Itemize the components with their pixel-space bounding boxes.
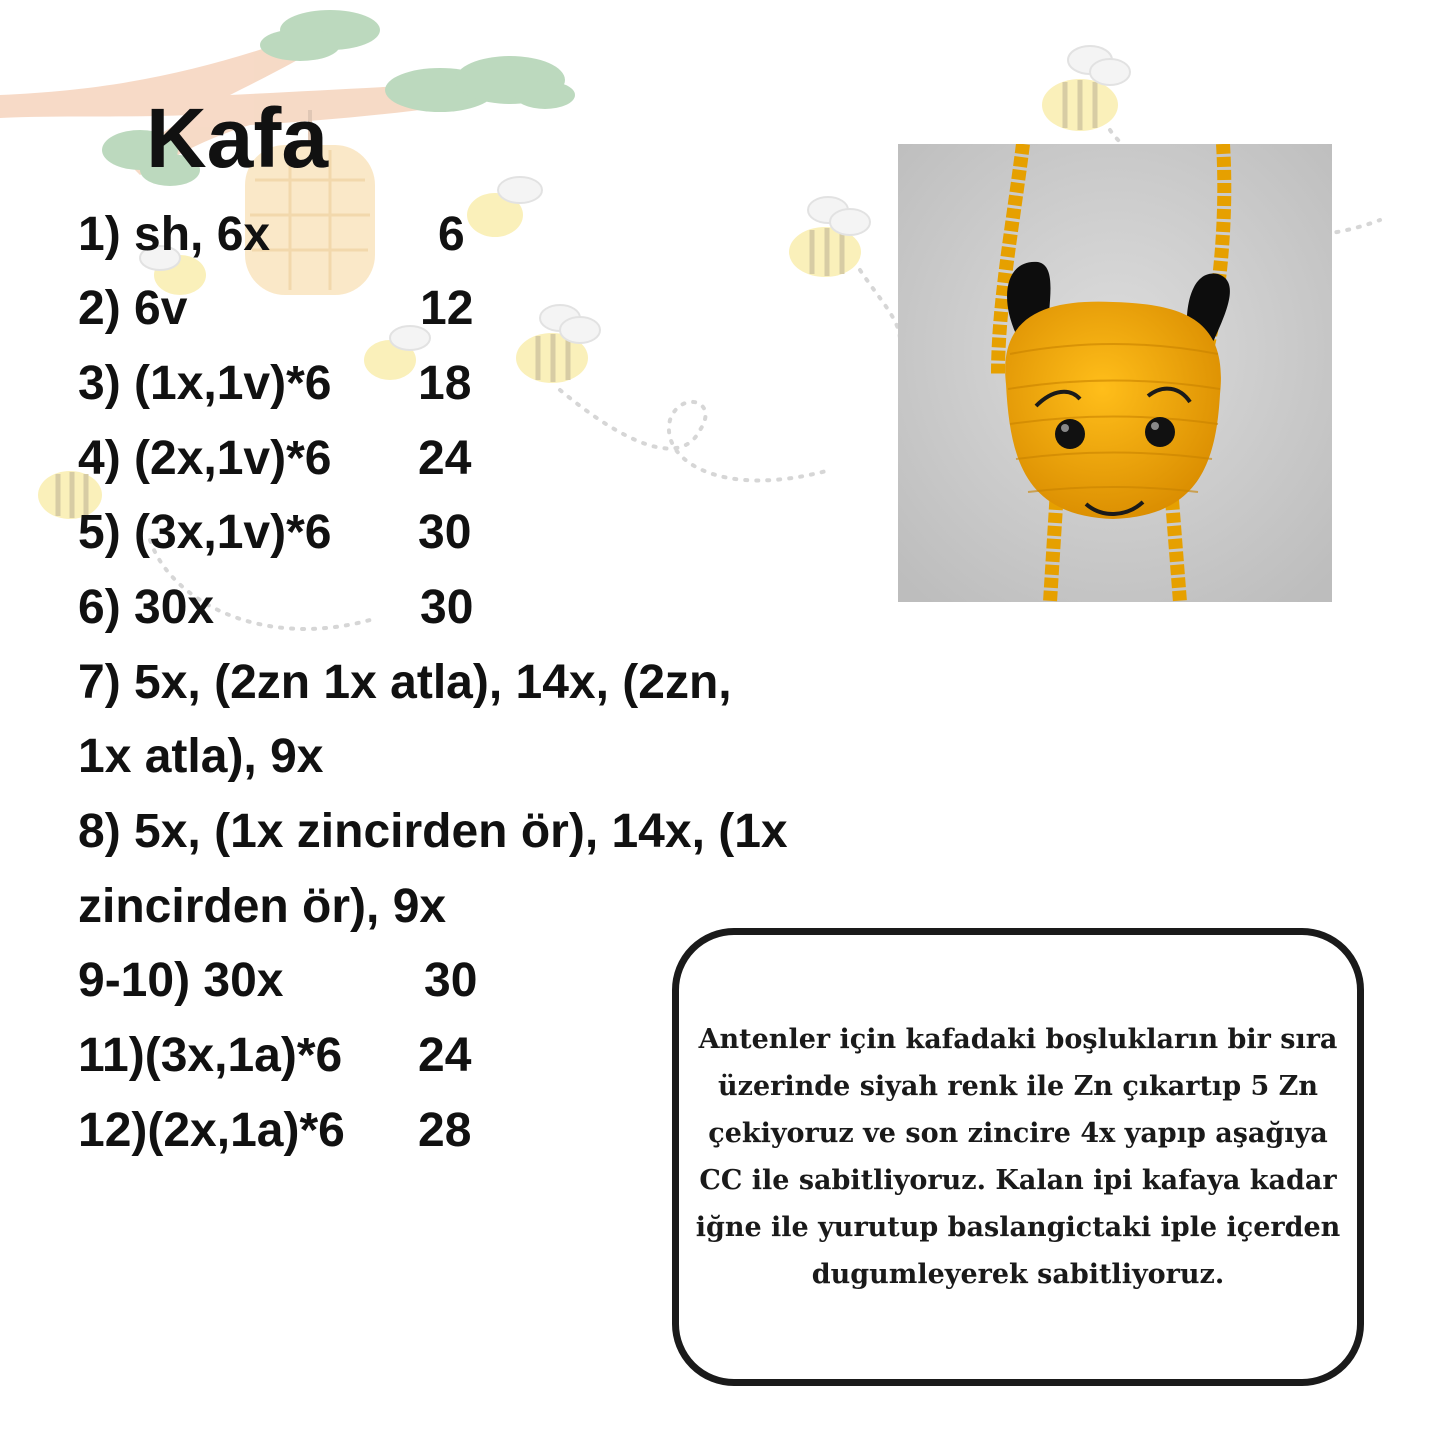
pattern-row [78,504,472,562]
bee [467,177,542,237]
row-stitch-count: 18 [418,357,472,410]
row-stitch-count: 30 [418,506,472,559]
row-instruction: 7) 5x, (2zn 1x atla), 14x, (2zn, [78,656,732,709]
row-instruction: zincirden ör), 9x [78,880,447,933]
pattern-row [78,579,474,637]
pattern-row [78,1027,472,1085]
row-instruction: 1) sh, 6x [78,208,271,261]
pattern-row [78,430,472,488]
pattern-row [78,952,478,1010]
pattern-row [78,878,446,936]
antenna-instructions: Antenler için kafadaki boşlukların bir sıra üzerinde siyah renk ile Zn çıkartıp 5 Zn çekiyoruz ve son zincire 4x yapıp aşağıya CC ile sabitliyoruz. Kalan ipi kafaya kadar iğne ile yurutup baslangictaki iple içerden dugumleyerek sabitliyoruz. [695,1024,1341,1290]
row-stitch-count: 30 [424,954,478,1007]
bee [789,197,870,277]
pattern-row [78,728,323,786]
row-stitch-count: 12 [420,282,474,335]
pattern-row [78,803,788,861]
row-instruction: 2) 6v [78,282,188,335]
eye [1055,419,1085,449]
row-stitch-count: 6 [438,208,465,261]
row-instruction: 3) (1x,1v)*6 [78,357,332,410]
instruction-note-box [672,928,1364,1386]
row-instruction: 9-10) 30x [78,954,284,1007]
row-stitch-count: 28 [418,1104,472,1157]
crochet-head [1005,302,1221,519]
row-stitch-count: 24 [418,1029,472,1082]
pattern-row [78,1102,472,1160]
pattern-row [78,206,465,264]
page-title: Kafa [146,91,329,185]
pattern-row [78,280,474,338]
bee [516,305,600,383]
row-instruction: 11)(3x,1a)*6 [78,1029,343,1082]
row-instruction: 1x atla), 9x [78,730,324,783]
row-instruction: 8) 5x, (1x zincirden ör), 14x, (1x [78,805,788,858]
row-stitch-count: 30 [420,581,474,634]
row-stitch-count: 24 [418,432,472,485]
eye [1145,417,1175,447]
bee [1042,46,1130,131]
row-instruction: 6) 30x [78,581,215,634]
pattern-row [78,355,472,413]
pattern-row [78,654,732,712]
row-instruction: 12)(2x,1a)*6 [78,1104,345,1157]
crochet-head-photo [898,144,1332,602]
row-instruction: 5) (3x,1v)*6 [78,506,332,559]
row-instruction: 4) (2x,1v)*6 [78,432,332,485]
